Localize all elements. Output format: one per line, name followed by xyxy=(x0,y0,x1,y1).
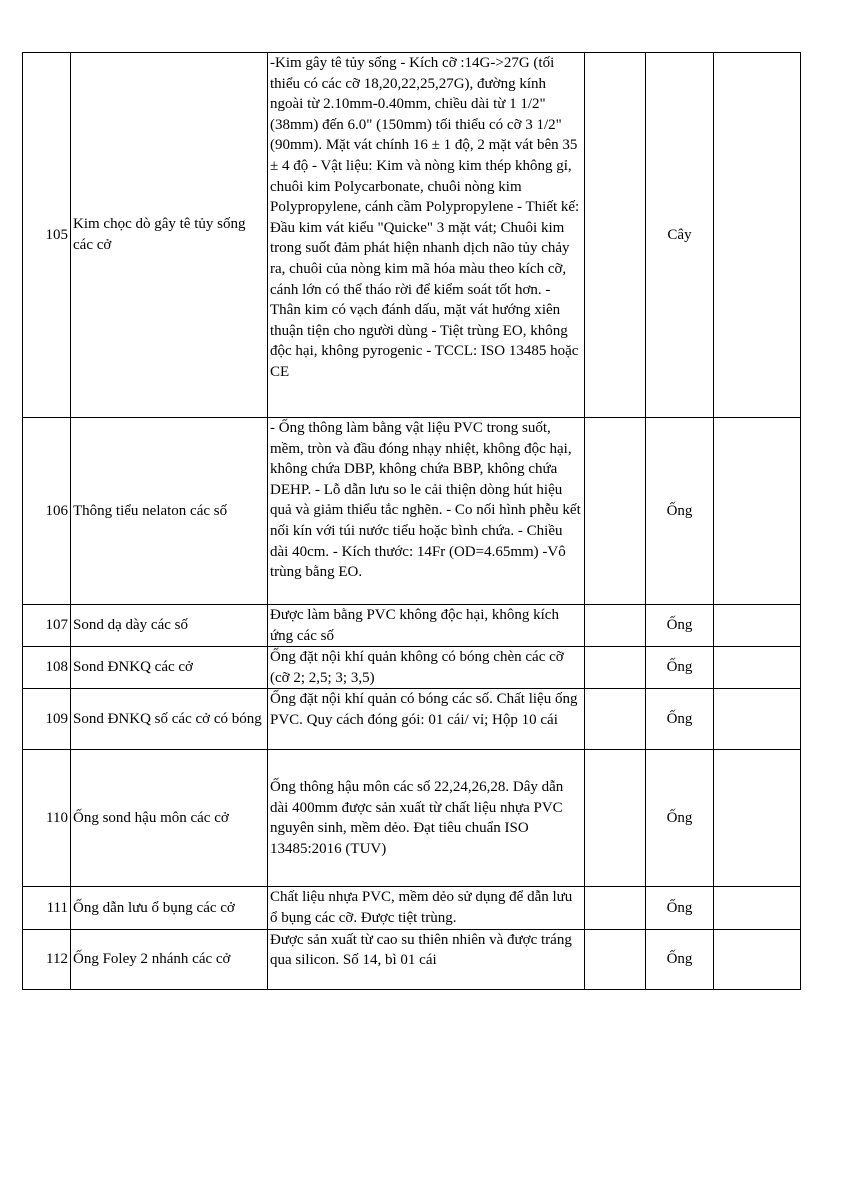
empty-cell xyxy=(585,605,646,647)
empty-cell xyxy=(714,418,801,605)
row-number: 106 xyxy=(23,418,71,605)
item-name: Sond ĐNKQ số các cở có bóng xyxy=(71,689,268,750)
item-specification: Được làm bằng PVC không độc hại, không kích ứng các số xyxy=(268,605,585,647)
empty-cell xyxy=(585,750,646,887)
row-number: 112 xyxy=(23,929,71,989)
empty-cell xyxy=(585,647,646,689)
table-row xyxy=(23,750,801,887)
item-unit: Ống xyxy=(646,689,714,750)
row-number: 105 xyxy=(23,53,71,418)
empty-cell xyxy=(714,929,801,989)
item-specification: Ống đặt nội khí quản có bóng các số. Chất liệu ống PVC. Quy cách đóng gói: 01 cái/ vỉ; Hộp 10 cái xyxy=(268,689,585,750)
row-number: 109 xyxy=(23,689,71,750)
item-unit: Ống xyxy=(646,887,714,929)
empty-cell xyxy=(585,53,646,418)
table-row xyxy=(23,887,801,929)
item-unit: Cây xyxy=(646,53,714,418)
item-unit: Ống xyxy=(646,750,714,887)
empty-cell xyxy=(585,887,646,929)
empty-cell xyxy=(585,929,646,989)
empty-cell xyxy=(714,689,801,750)
item-name: Ống dẫn lưu ổ bụng các cở xyxy=(71,887,268,929)
table-row xyxy=(23,647,801,689)
item-name: Sond ĐNKQ các cở xyxy=(71,647,268,689)
item-specification: Ống đặt nội khí quản không có bóng chèn các cỡ (cỡ 2; 2,5; 3; 3,5) xyxy=(268,647,585,689)
row-number: 110 xyxy=(23,750,71,887)
table-row xyxy=(23,689,801,750)
items-table xyxy=(22,52,801,990)
item-specification: -Kim gây tê tủy sống - Kích cỡ :14G->27G (tối thiểu có các cỡ 18,20,22,25,27G), đường kính ngoài từ 2.10mm-0.40mm, chiều dài từ 1 1/2" (38mm) đến 6.0" (150mm) tối thiểu có cỡ 3 1/2" (90mm). Mặt vát chính 16 ± 1 độ, 2 mặt vát bên 35 ± 4 độ - Vật liệu: Kim và nòng kim thép không gỉ, chuôi kim Polycarbonate, chuôi nòng kim Polypropylene, cánh cầm Polypropylene - Thiết kế: Đầu kim vát kiểu "Quicke" 3 mặt vát; Chuôi kim trong suốt đảm phát hiện nhanh dịch não tủy chảy ra, chuôi của nòng kim mã hóa màu theo kích cỡ, cánh lớn có thể tháo rời để kiểm soát tốt hơn. - Thân kim có vạch đánh dấu, mặt vát hướng xiên thuận tiện cho người dùng - Tiệt trùng EO, không độc hại, không pyrogenic - TCCL: ISO 13485 hoặc CE xyxy=(268,53,585,418)
empty-cell xyxy=(585,689,646,750)
row-number: 107 xyxy=(23,605,71,647)
item-unit: Ống xyxy=(646,605,714,647)
empty-cell xyxy=(714,647,801,689)
empty-cell xyxy=(585,418,646,605)
empty-cell xyxy=(714,605,801,647)
item-specification: Ống thông hậu môn các số 22,24,26,28. Dây dẫn dài 400mm được sản xuất từ chất liệu nhựa PVC nguyên sinh, mềm dẻo. Đạt tiêu chuẩn ISO 13485:2016 (TUV) xyxy=(268,750,585,887)
item-unit: Ống xyxy=(646,647,714,689)
item-specification: Chất liệu nhựa PVC, mềm dẻo sử dụng để dẫn lưu ổ bụng các cỡ. Được tiệt trùng. xyxy=(268,887,585,929)
empty-cell xyxy=(714,887,801,929)
item-name: Ống Foley 2 nhánh các cở xyxy=(71,929,268,989)
empty-cell xyxy=(714,750,801,887)
item-name: Thông tiểu nelaton các số xyxy=(71,418,268,605)
item-specification: Được sản xuất từ cao su thiên nhiên và được tráng qua silicon. Số 14, bì 01 cái xyxy=(268,929,585,989)
row-number: 111 xyxy=(23,887,71,929)
row-number: 108 xyxy=(23,647,71,689)
item-unit: Ống xyxy=(646,418,714,605)
item-name: Kim chọc dò gây tê tủy sống các cở xyxy=(71,53,268,418)
item-specification: - Ống thông làm bằng vật liệu PVC trong suốt, mềm, tròn và đầu đóng nhạy nhiệt, không độc hại, không chứa DBP, không chứa BBP, không chứa DEHP. - Lỗ dẫn lưu so le cải thiện dòng hút hiệu quả và giảm thiểu tắc nghẽn. - Co nối hình phễu kết nối kín với túi nước tiểu hoặc bình chứa. - Chiều dài 40cm. - Kích thước: 14Fr (OD=4.65mm) -Vô trùng bằng EO. xyxy=(268,418,585,605)
item-name: Sond dạ dày các số xyxy=(71,605,268,647)
table-row xyxy=(23,929,801,989)
item-name: Ống sond hậu môn các cở xyxy=(71,750,268,887)
table-row xyxy=(23,605,801,647)
item-unit: Ống xyxy=(646,929,714,989)
empty-cell xyxy=(714,53,801,418)
table-row xyxy=(23,418,801,605)
table-row xyxy=(23,53,801,418)
